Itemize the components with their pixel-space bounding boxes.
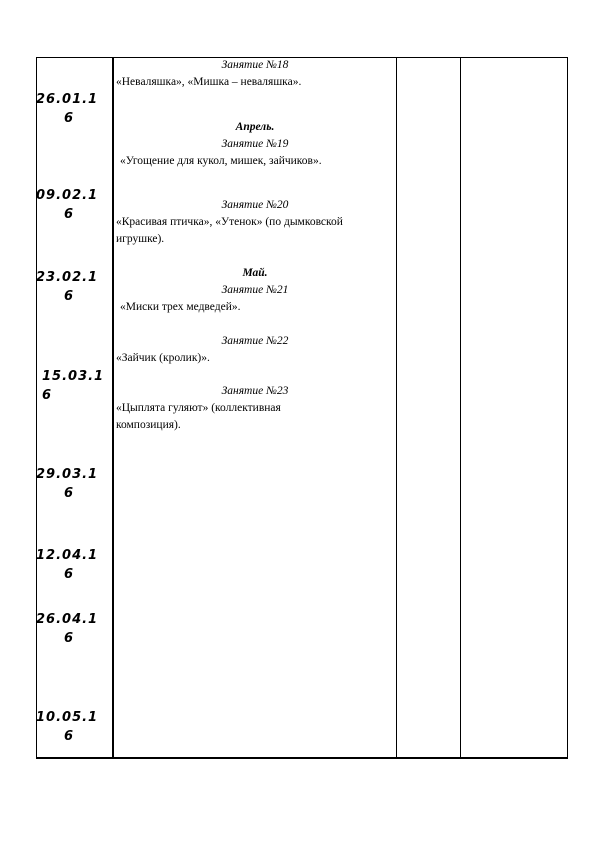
lesson-block — [116, 333, 394, 367]
month-heading: Май. — [242, 267, 268, 279]
lesson-block — [116, 383, 394, 434]
table-right-border — [567, 57, 568, 759]
table-left-border — [36, 57, 37, 759]
date-line-2: 6 — [64, 207, 75, 222]
date-line-1: 10.05.1 — [36, 710, 99, 725]
date-cell — [36, 465, 112, 503]
date-line-2: 6 — [64, 486, 75, 501]
column-divider-date — [112, 57, 114, 759]
lesson-description: «Миски трех медведей». — [120, 301, 241, 313]
date-line-1: 12.04.1 — [36, 548, 99, 563]
lesson-title: Занятие №19 — [221, 138, 289, 150]
lesson-description: «Угощение для кукол, мишек, зайчиков». — [120, 155, 322, 167]
date-line-1: 23.02.1 — [36, 270, 99, 285]
date-line-2: 6 — [64, 631, 75, 646]
lesson-description: «Красивая птичка», «Утенок» (по дымковской игрушке). — [116, 216, 343, 245]
lesson-block — [116, 119, 394, 170]
lesson-title: Занятие №21 — [221, 284, 289, 296]
table-bottom-border — [36, 757, 568, 759]
date-line-2: 6 — [64, 567, 75, 582]
lesson-description: «Зайчик (кролик)». — [116, 352, 210, 364]
date-cell — [36, 90, 112, 128]
date-cell — [36, 708, 112, 746]
column-divider-extra — [460, 57, 461, 759]
date-cell — [36, 268, 112, 306]
date-line-2: 6 — [64, 289, 75, 304]
date-cell — [36, 546, 112, 584]
date-line-2: 6 — [64, 729, 75, 744]
date-cell — [36, 186, 112, 224]
lesson-description: «Цыплята гуляют» (коллективная композиция). — [116, 402, 281, 431]
lesson-title: Занятие №23 — [221, 385, 289, 397]
column-divider-content — [396, 57, 397, 759]
lesson-title: Занятие №20 — [221, 199, 289, 211]
lesson-title: Занятие №22 — [221, 335, 289, 347]
date-line-1: 15.03.1 — [42, 369, 105, 384]
date-line-1: 29.03.1 — [36, 467, 99, 482]
date-cell — [36, 610, 112, 648]
lesson-block — [116, 57, 394, 91]
lesson-block — [116, 265, 394, 316]
month-heading: Апрель. — [235, 121, 275, 133]
lesson-description: «Неваляшка», «Мишка – неваляшка». — [116, 76, 302, 88]
date-line-1: 26.04.1 — [36, 612, 99, 627]
date-line-2: 6 — [64, 111, 75, 126]
date-cell — [42, 367, 118, 405]
date-line-1: 09.02.1 — [36, 188, 99, 203]
lesson-block — [116, 197, 394, 248]
date-line-2: 6 — [42, 388, 53, 403]
lesson-title: Занятие №18 — [221, 59, 289, 71]
date-line-1: 26.01.1 — [36, 92, 99, 107]
